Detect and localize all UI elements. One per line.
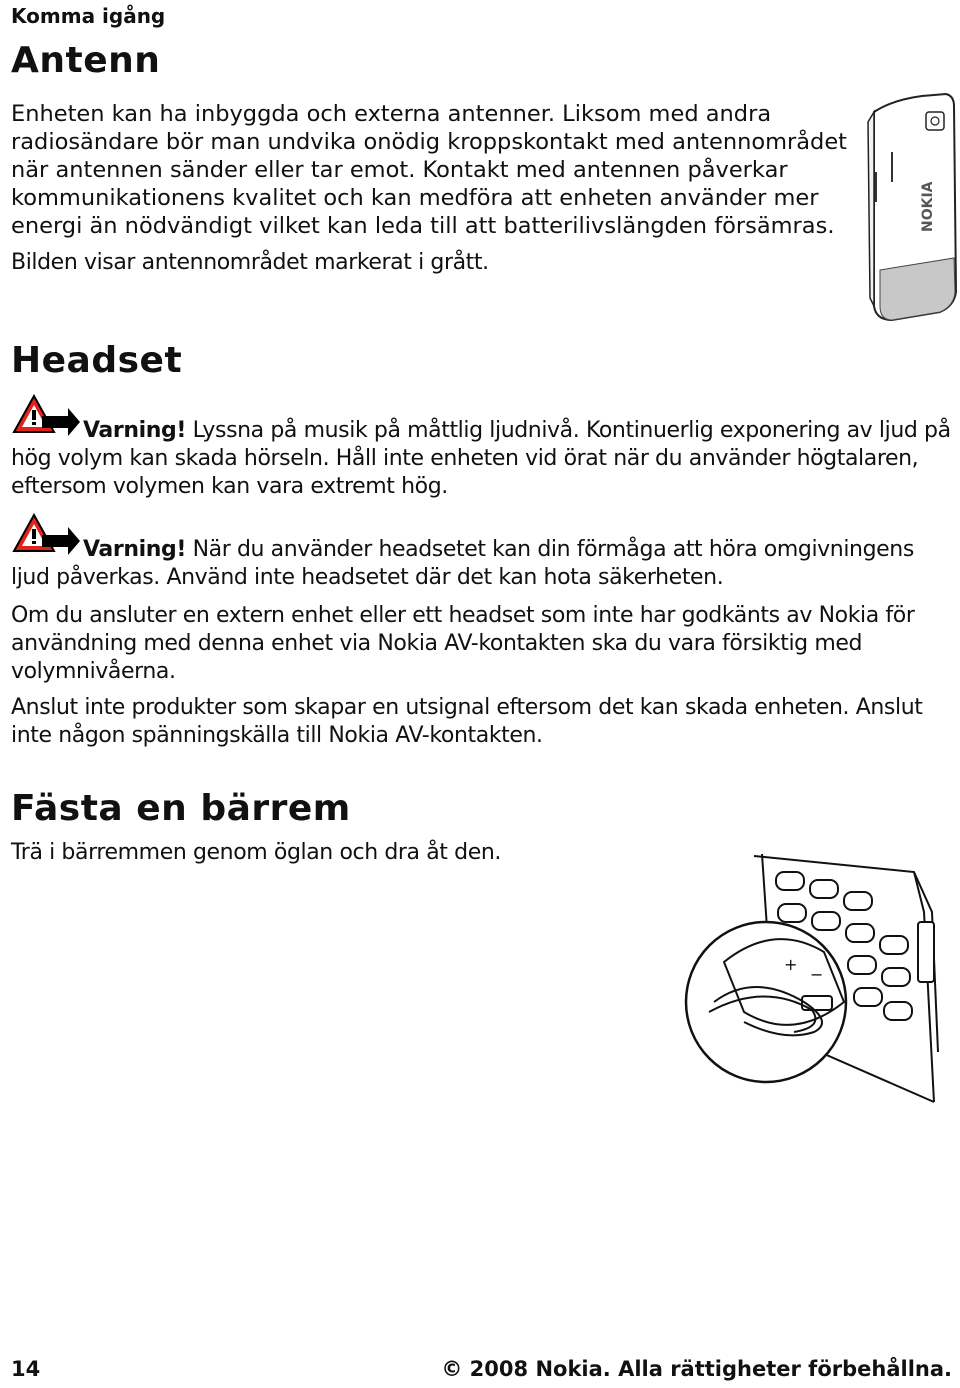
phone-antenna-illustration xyxy=(862,92,958,324)
antenna-caption: Bilden visar antennområdet markerat i grått. xyxy=(11,250,489,275)
copyright-notice: © 2008 Nokia. Alla rättigheter förbehållna. xyxy=(441,1357,952,1381)
section-label: Komma igång xyxy=(11,4,166,28)
headset-heading: Headset xyxy=(11,340,183,381)
headset-paragraph-2: Anslut inte produkter som skapar en utsignal eftersom det kan skada enheten. Anslut inte någon spänningskälla till Nokia AV-kontakten. xyxy=(11,695,923,748)
warning-2-label: Varning! xyxy=(83,537,186,562)
warning-1-text: Lyssna på musik på måttlig ljudnivå. Kontinuerlig exponering av ljud på hög volym kan skada hörseln. Håll inte enheten vid örat när du använder högtalaren, eftersom volymen kan vara extremt hög. xyxy=(11,418,951,499)
page-number: 14 xyxy=(11,1357,41,1381)
strap-illustration xyxy=(684,852,954,1104)
warning-1 xyxy=(11,417,956,501)
phone-logo: NOKIA xyxy=(920,181,936,232)
antenna-heading: Antenn xyxy=(11,40,161,81)
strap-paragraph: Trä i bärremmen genom öglan och dra åt den. xyxy=(11,840,501,865)
svg-text:−: − xyxy=(810,965,824,984)
headset-paragraph-1: Om du ansluter en extern enhet eller ett headset som inte har godkänts av Nokia för användning med denna enhet via Nokia AV-kontakten ska du vara försiktig med volymnivåerna. xyxy=(11,603,915,684)
warning-1-label: Varning! xyxy=(83,418,186,443)
strap-heading: Fästa en bärrem xyxy=(11,788,351,829)
svg-text:+: + xyxy=(784,955,798,974)
antenna-paragraph: Enheten kan ha inbyggda och externa antenner. Liksom med andra radiosändare bör man undvika onödig kroppskontakt med antennområdet när antennen sänder eller tar emot. Kontakt med antennen påverkar kommunikationens kvalitet och kan medföra att enheten använder mer energi än nödvändigt vilket kan leda till att batterilivslängden försämras. xyxy=(11,101,848,239)
warning-2-text: När du använder headsetet kan din förmåga att höra omgivningens ljud påverkas. Använd inte headsetet där det kan hota säkerheten. xyxy=(11,537,914,590)
warning-2 xyxy=(11,536,956,592)
